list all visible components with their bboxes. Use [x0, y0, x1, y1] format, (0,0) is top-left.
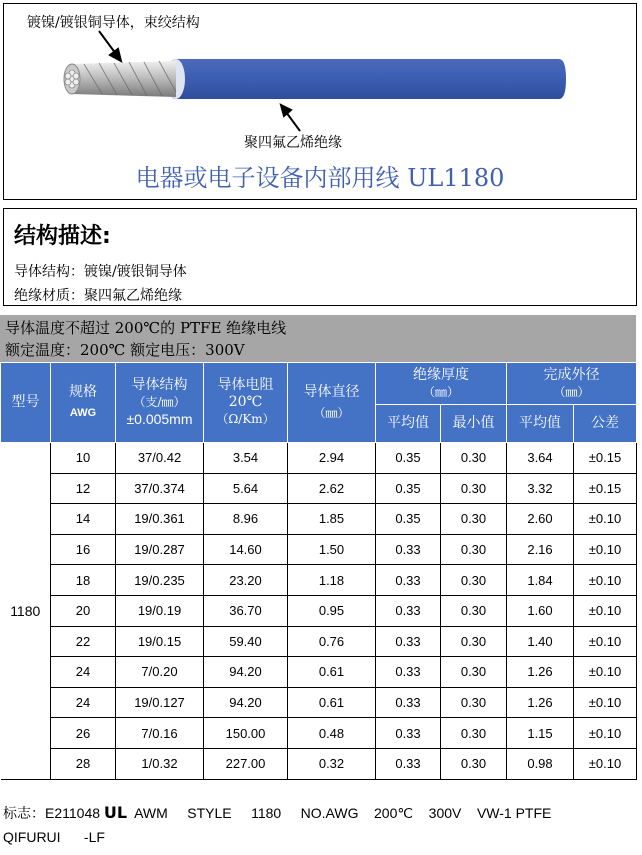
- cell-od: 3.64: [507, 443, 574, 474]
- cell-diameter: 1.18: [288, 565, 376, 596]
- table-row: [1, 687, 637, 718]
- cell-awg: 10: [51, 443, 116, 474]
- cell-od: 1.84: [507, 565, 574, 596]
- cell-tol: ±0.10: [574, 534, 637, 565]
- cell-min: 0.30: [441, 595, 507, 626]
- cell-diameter: 2.62: [288, 473, 376, 504]
- spec-table-body: [1, 443, 637, 780]
- cell-tol: ±0.10: [574, 748, 637, 779]
- header-thickness: [376, 363, 507, 405]
- cell-structure: 37/0.42: [116, 443, 204, 474]
- cell-avg: 0.33: [376, 657, 441, 688]
- cell-resistance: 5.64: [204, 473, 288, 504]
- cell-od: 2.16: [507, 534, 574, 565]
- header-diameter: [288, 363, 376, 443]
- header-structure-tolerance: ±0.005mm: [126, 411, 193, 427]
- cell-structure: 19/0.235: [116, 565, 204, 596]
- conductor-callout: 镀镍/镀银铜导体，束绞结构: [27, 15, 200, 31]
- cell-diameter: 1.85: [288, 504, 376, 535]
- cell-min: 0.30: [441, 748, 507, 779]
- spec-table: [0, 362, 637, 780]
- table-row: [1, 626, 637, 657]
- cell-structure: 19/0.287: [116, 534, 204, 565]
- cell-od: 1.26: [507, 687, 574, 718]
- cell-resistance: 94.20: [204, 657, 288, 688]
- cell-diameter: 0.76: [288, 626, 376, 657]
- ul-logo-icon: ꓴL: [103, 803, 128, 822]
- cell-awg: 22: [51, 626, 116, 657]
- cell-structure: 1/0.32: [116, 748, 204, 779]
- cell-awg: 20: [51, 595, 116, 626]
- model-cell: 1180: [1, 443, 51, 780]
- marking-temp: 200℃: [374, 805, 414, 821]
- cell-diameter: 0.48: [288, 718, 376, 749]
- cell-tol: ±0.15: [574, 443, 637, 474]
- cell-structure: 19/0.15: [116, 626, 204, 657]
- cell-tol: ±0.10: [574, 504, 637, 535]
- cell-resistance: 8.96: [204, 504, 288, 535]
- conductor-description: 导体结构：镀镍/镀银铜导体: [14, 264, 187, 280]
- cell-avg: 0.33: [376, 718, 441, 749]
- table-row: [1, 443, 637, 474]
- header-resistance-label: 导体电阻: [217, 377, 274, 393]
- header-gauge: [51, 363, 116, 443]
- insulation-jacket: [168, 59, 566, 99]
- marking-line: [3, 801, 639, 849]
- cell-resistance: 59.40: [204, 626, 288, 657]
- table-row: [1, 473, 637, 504]
- cell-min: 0.30: [441, 473, 507, 504]
- product-hero: [3, 3, 637, 200]
- cell-od: 1.26: [507, 657, 574, 688]
- header-resistance-unit: （Ω/Km）: [216, 412, 275, 426]
- header-structure: [116, 363, 204, 443]
- cell-awg: 24: [51, 687, 116, 718]
- cell-awg: 28: [51, 748, 116, 779]
- cell-avg: 0.35: [376, 504, 441, 535]
- cell-od: 0.98: [507, 748, 574, 779]
- rating-bar: [0, 315, 636, 362]
- header-thickness-avg: 平均值: [376, 405, 441, 443]
- header-outer-label: 完成外径: [543, 366, 600, 383]
- marking-awg: NO.AWG: [300, 805, 359, 821]
- cell-awg: 16: [51, 534, 116, 565]
- cell-tol: ±0.10: [574, 595, 637, 626]
- header-thickness-label: 绝缘厚度: [413, 366, 469, 383]
- header-outer-avg: 平均值: [507, 405, 574, 443]
- cell-structure: 19/0.361: [116, 504, 204, 535]
- cell-structure: 19/0.127: [116, 687, 204, 718]
- header-gauge-unit: AWG: [69, 406, 97, 419]
- marking-model: 1180: [251, 805, 282, 821]
- cell-od: 1.15: [507, 718, 574, 749]
- header-outer-tolerance: 公差: [574, 405, 637, 443]
- cell-od: 3.32: [507, 473, 574, 504]
- stranded-conductor: [72, 61, 176, 97]
- header-resistance-temp: 20℃: [228, 394, 263, 410]
- header-model: 型号: [1, 363, 51, 443]
- cell-resistance: 14.60: [204, 534, 288, 565]
- rating-line-1: 导体温度不超过 200℃的 PTFE 绝缘电线: [5, 319, 287, 337]
- cell-od: 2.60: [507, 504, 574, 535]
- cell-diameter: 0.61: [288, 687, 376, 718]
- cell-min: 0.30: [441, 657, 507, 688]
- header-thickness-min: 最小值: [441, 405, 507, 443]
- insulation-description: 绝缘材质：聚四氟乙烯绝缘: [14, 288, 182, 304]
- cell-avg: 0.33: [376, 626, 441, 657]
- header-structure-unit: （支/㎜）: [133, 395, 186, 409]
- cell-structure: 19/0.19: [116, 595, 204, 626]
- cell-tol: ±0.10: [574, 718, 637, 749]
- header-outer-unit: （㎜）: [553, 384, 590, 399]
- cell-avg: 0.33: [376, 595, 441, 626]
- marking-style: STYLE: [187, 805, 232, 821]
- marking-voltage: 300V: [428, 805, 462, 821]
- header-diameter-unit: （㎜）: [313, 405, 350, 420]
- cell-min: 0.30: [441, 718, 507, 749]
- cell-min: 0.30: [441, 504, 507, 535]
- table-row: [1, 595, 637, 626]
- cell-structure: 37/0.374: [116, 473, 204, 504]
- cell-structure: 7/0.16: [116, 718, 204, 749]
- cell-awg: 18: [51, 565, 116, 596]
- cell-structure: 7/0.20: [116, 657, 204, 688]
- table-row: [1, 565, 637, 596]
- table-row: [1, 504, 637, 535]
- insulation-callout: 聚四氟乙烯绝缘: [244, 135, 342, 151]
- cell-od: 1.40: [507, 626, 574, 657]
- cell-avg: 0.33: [376, 748, 441, 779]
- marking-flame: VW-1 PTFE: [476, 805, 552, 821]
- header-gauge-label: 规格: [69, 383, 97, 400]
- header-diameter-label: 导体直径: [303, 383, 360, 400]
- cell-min: 0.30: [441, 565, 507, 596]
- cell-tol: ±0.15: [574, 473, 637, 504]
- marking-suffix: -LF: [83, 829, 105, 845]
- header-resistance: [204, 363, 288, 443]
- table-row: [1, 748, 637, 779]
- cell-avg: 0.33: [376, 534, 441, 565]
- cell-resistance: 23.20: [204, 565, 288, 596]
- cell-resistance: 36.70: [204, 595, 288, 626]
- cell-avg: 0.33: [376, 565, 441, 596]
- cell-min: 0.30: [441, 534, 507, 565]
- cell-diameter: 0.61: [288, 657, 376, 688]
- header-outer-diameter: [507, 363, 637, 405]
- cell-tol: ±0.10: [574, 565, 637, 596]
- cell-resistance: 94.20: [204, 687, 288, 718]
- cell-od: 1.60: [507, 595, 574, 626]
- cell-tol: ±0.10: [574, 657, 637, 688]
- header-thickness-unit: （㎜）: [422, 384, 459, 399]
- cell-diameter: 2.94: [288, 443, 376, 474]
- cell-min: 0.30: [441, 687, 507, 718]
- cell-avg: 0.33: [376, 687, 441, 718]
- cell-resistance: 3.54: [204, 443, 288, 474]
- cell-min: 0.30: [441, 443, 507, 474]
- cell-awg: 26: [51, 718, 116, 749]
- cell-min: 0.30: [441, 626, 507, 657]
- cell-diameter: 0.95: [288, 595, 376, 626]
- marking-brand: QIFURUI: [3, 829, 61, 845]
- cell-awg: 14: [51, 504, 116, 535]
- cell-tol: ±0.10: [574, 687, 637, 718]
- header-structure-label: 导体结构: [131, 377, 188, 393]
- cell-avg: 0.35: [376, 443, 441, 474]
- cell-awg: 24: [51, 657, 116, 688]
- description-heading: 结构描述:: [14, 224, 111, 249]
- structure-description: [3, 208, 637, 306]
- product-title: 电器或电子设备内部用线 UL1180: [135, 164, 505, 192]
- table-row: [1, 657, 637, 688]
- marking-label: 标志：: [3, 805, 45, 821]
- cell-diameter: 0.32: [288, 748, 376, 779]
- cell-diameter: 1.50: [288, 534, 376, 565]
- cell-resistance: 150.00: [204, 718, 288, 749]
- table-row: [1, 718, 637, 749]
- cell-resistance: 227.00: [204, 748, 288, 779]
- marking-awm: AWM: [134, 805, 168, 821]
- rating-line-2: 额定温度：200℃ 额定电压：300V: [5, 341, 245, 359]
- cell-avg: 0.35: [376, 473, 441, 504]
- table-row: [1, 534, 637, 565]
- marking-file: E211048: [45, 805, 101, 821]
- cell-awg: 12: [51, 473, 116, 504]
- cell-tol: ±0.10: [574, 626, 637, 657]
